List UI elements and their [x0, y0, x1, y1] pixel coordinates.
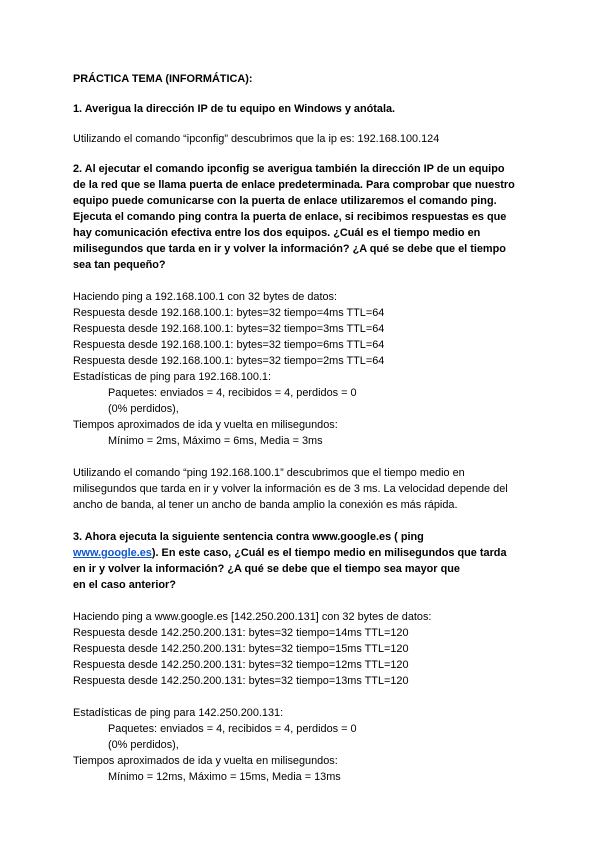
q2-stats-header: Estadísticas de ping para 192.168.100.1: — [73, 371, 271, 383]
q3-times-header: Tiempos aproximados de ida y vuelta en milisegundos: — [73, 755, 338, 767]
page-title: PRÁCTICA TEMA (INFORMÁTICA): — [73, 73, 253, 85]
q2-ping-reply: Respuesta desde 192.168.100.1: bytes=32 tiempo=2ms TTL=64 — [73, 355, 385, 367]
q2-answer-line: milisegundos que tarda en ir y volver la información es de 3 ms. La velocidad depende del — [73, 483, 508, 495]
q3-ping-header: Haciendo ping a www.google.es [142.250.200.131] con 32 bytes de datos: — [73, 611, 432, 623]
google-link[interactable]: www.google.es — [73, 547, 152, 559]
q2-answer-line: Utilizando el comando “ping 192.168.100.1” descubrimos que el tiempo medio en — [73, 467, 465, 479]
q3-ping-reply: Respuesta desde 142.250.200.131: bytes=32 tiempo=13ms TTL=120 — [73, 675, 409, 687]
q2-question-line: de la red que se llama puerta de enlace predeterminada. Para comprobar que nuestro — [73, 179, 515, 191]
q3-question-line: en el caso anterior? — [73, 579, 176, 591]
q3-question-line — [73, 546, 507, 561]
q3-packets: Paquetes: enviados = 4, recibidos = 4, perdidos = 0 — [108, 723, 357, 735]
q2-times: Mínimo = 2ms, Máximo = 6ms, Media = 3ms — [108, 435, 323, 447]
q3-times: Mínimo = 12ms, Máximo = 15ms, Media = 13ms — [108, 771, 341, 783]
q2-question-line: sea tan pequeño? — [73, 259, 166, 271]
q2-ping-header: Haciendo ping a 192.168.100.1 con 32 bytes de datos: — [73, 291, 337, 303]
q2-question-line: 2. Al ejecutar el comando ipconfig se averigua también la dirección IP de un equipo — [73, 163, 505, 175]
q3-stats-header: Estadísticas de ping para 142.250.200.131: — [73, 707, 284, 719]
q2-times-header: Tiempos aproximados de ida y vuelta en milisegundos: — [73, 419, 338, 431]
q2-ping-reply: Respuesta desde 192.168.100.1: bytes=32 tiempo=3ms TTL=64 — [73, 323, 385, 335]
q2-question-line: milisegundos que tarda en ir y volver la información? ¿A qué se debe que el tiempo — [73, 243, 506, 255]
q2-ping-reply: Respuesta desde 192.168.100.1: bytes=32 tiempo=4ms TTL=64 — [73, 307, 385, 319]
q2-question-line: hay comunicación efectiva entre los dos equipos. ¿Cuál es el tiempo medio en — [73, 227, 481, 239]
q3-ping-reply: Respuesta desde 142.250.200.131: bytes=32 tiempo=12ms TTL=120 — [73, 659, 409, 671]
q2-packets: Paquetes: enviados = 4, recibidos = 4, perdidos = 0 — [108, 387, 357, 399]
q3-question-line: 3. Ahora ejecuta la siguiente sentencia contra www.google.es ( ping — [73, 531, 424, 543]
q2-question-line: equipo puede comunicarse con la puerta de enlace utilizaremos el comando ping. — [73, 195, 497, 207]
q2-lost: (0% perdidos), — [108, 403, 179, 415]
q2-answer-line: ancho de banda, al tener un ancho de banda amplio la conexión es más rápida. — [73, 499, 458, 511]
q3-ping-reply: Respuesta desde 142.250.200.131: bytes=32 tiempo=15ms TTL=120 — [73, 643, 409, 655]
q3-question-rest: ). En este caso, ¿Cuál es el tiempo medio en milisegundos que tarda — [151, 547, 507, 559]
q2-ping-reply: Respuesta desde 192.168.100.1: bytes=32 tiempo=6ms TTL=64 — [73, 339, 385, 351]
q3-question-line: en ir y volver la información? ¿A qué se debe que el tiempo sea mayor que — [73, 563, 460, 575]
q2-question-line: Ejecuta el comando ping contra la puerta de enlace, si recibimos respuestas es que — [73, 211, 507, 223]
q1-answer: Utilizando el comando “ipconfig” descubrimos que la ip es: 192.168.100.124 — [73, 133, 440, 145]
q1-question: 1. Averigua la dirección IP de tu equipo en Windows y anótala. — [73, 103, 396, 115]
q3-ping-reply: Respuesta desde 142.250.200.131: bytes=32 tiempo=14ms TTL=120 — [73, 627, 409, 639]
q3-lost: (0% perdidos), — [108, 739, 179, 751]
